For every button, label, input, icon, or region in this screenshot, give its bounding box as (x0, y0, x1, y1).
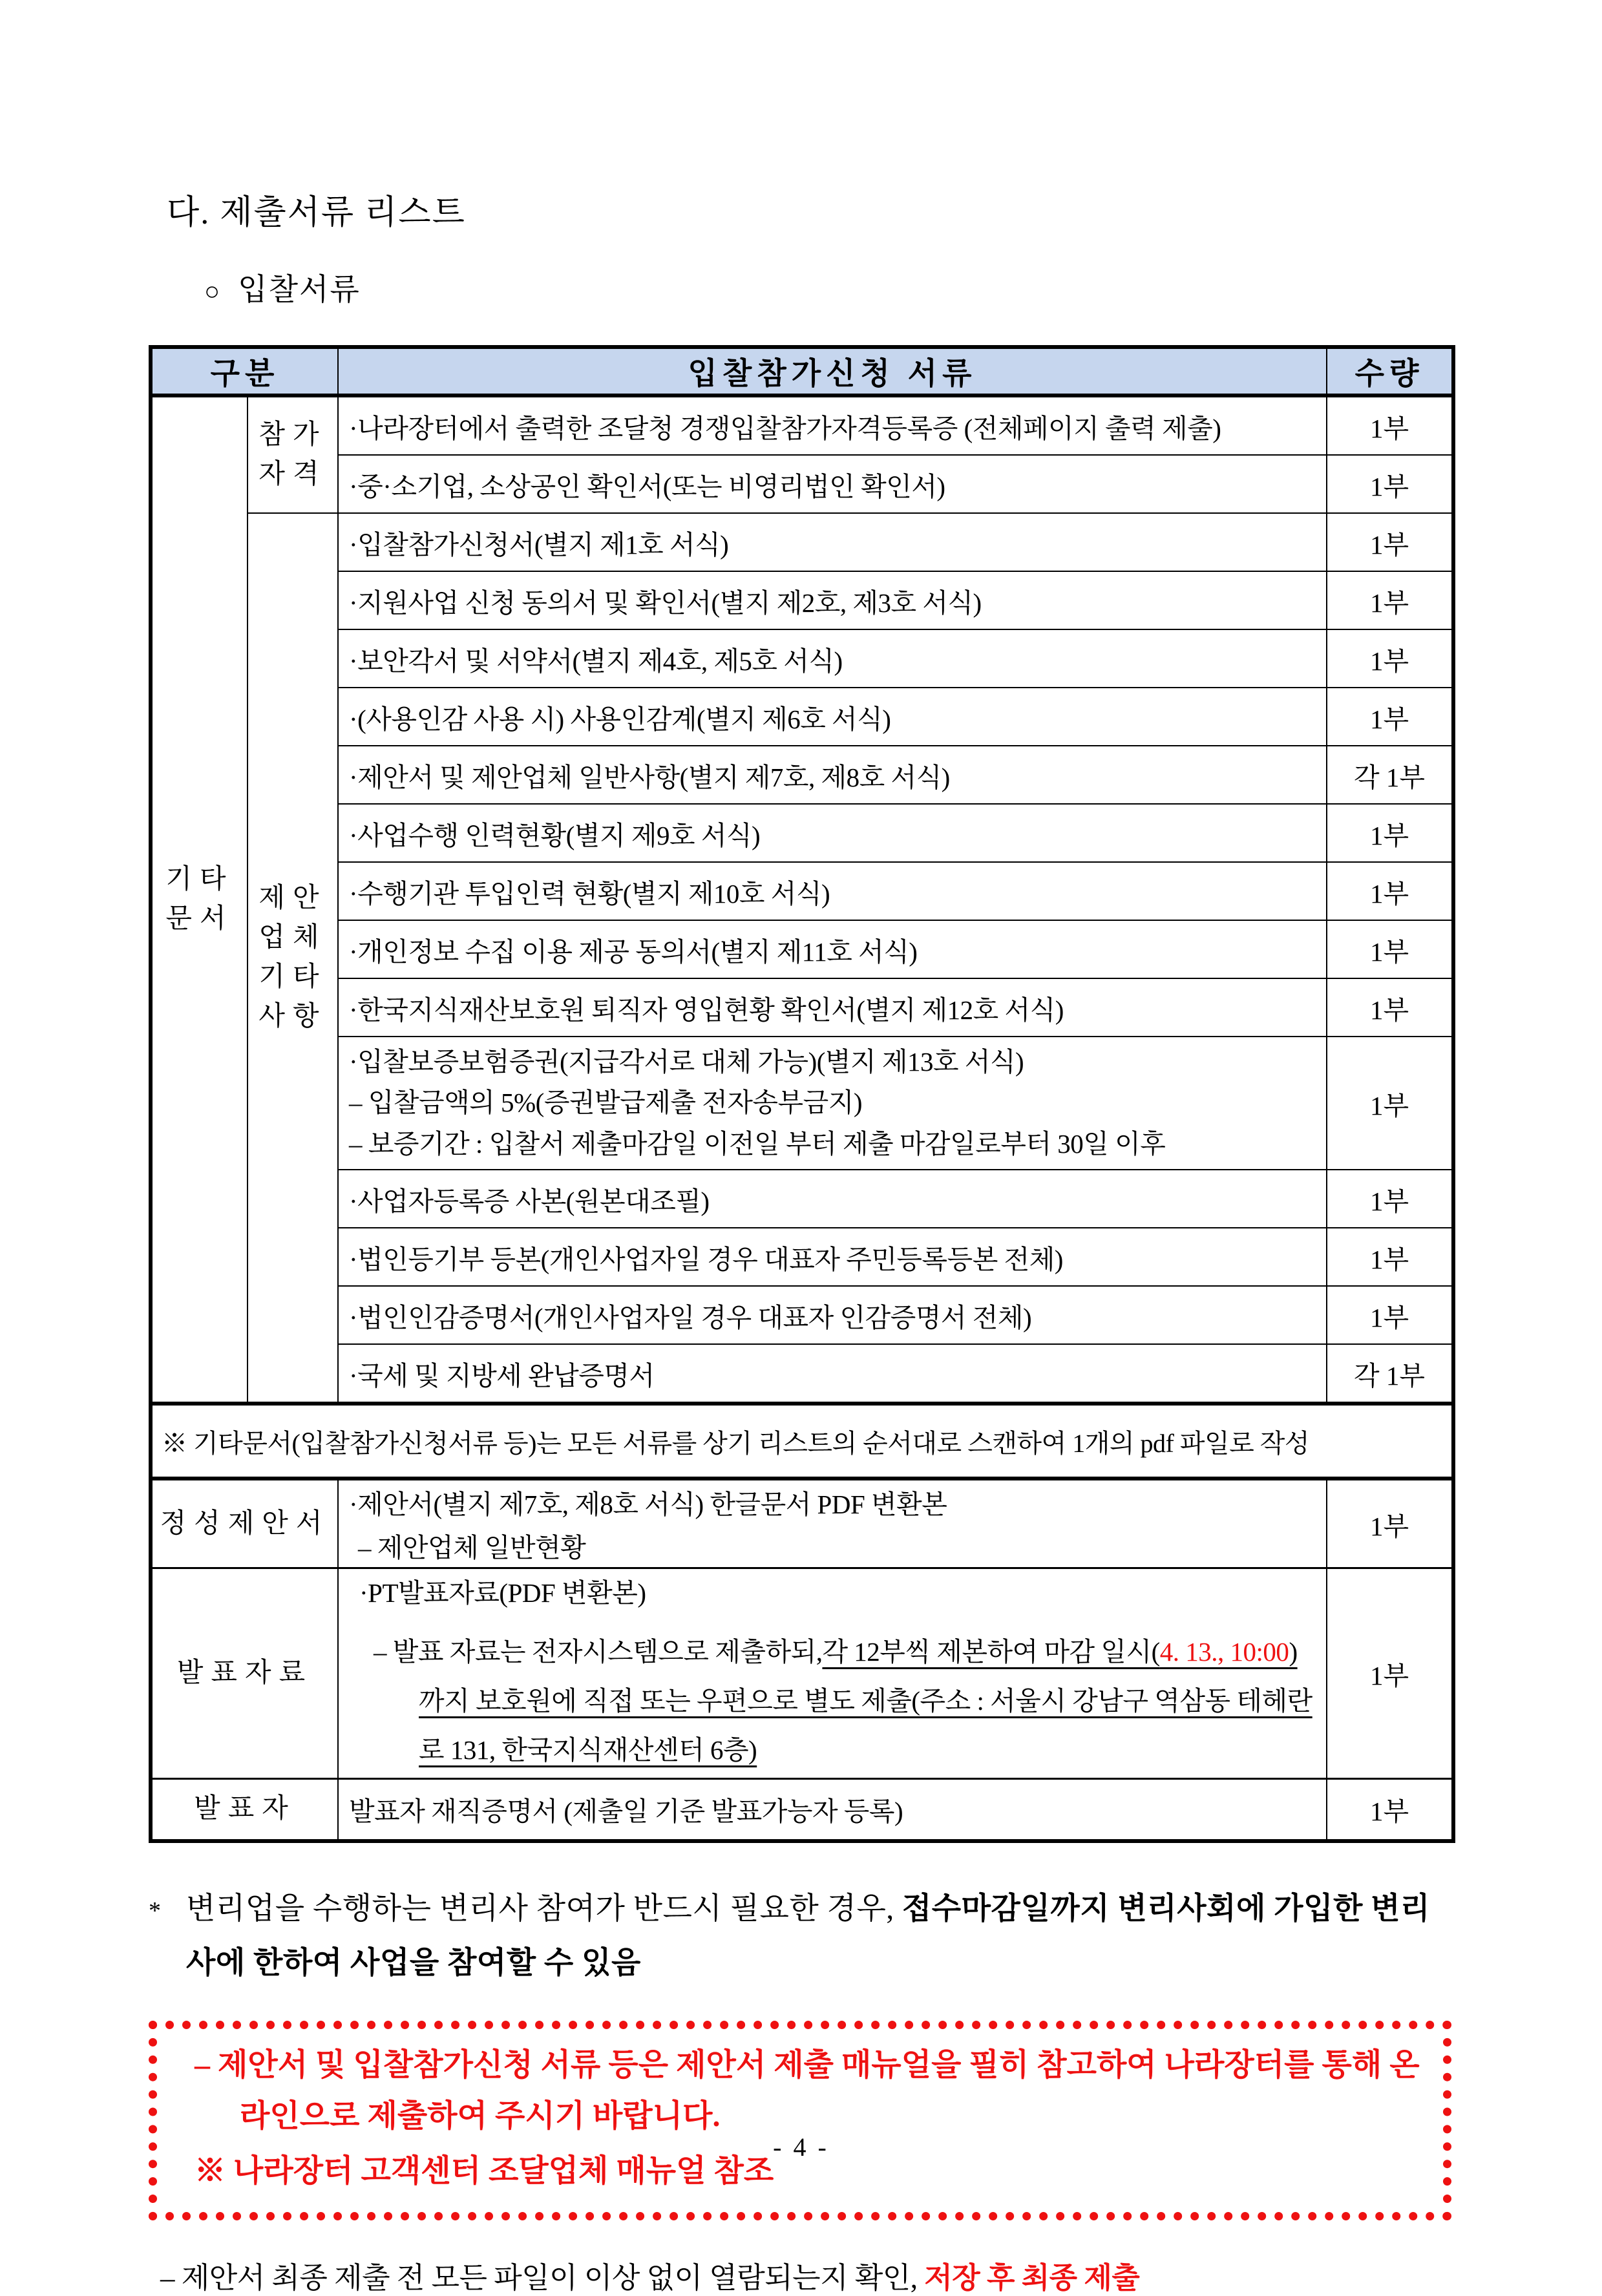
deadline-date-red: 4. 13., 10:00 (1159, 1637, 1289, 1667)
group-label-proposal-etc (248, 513, 338, 1404)
document-name-cell: ·개인정보 수집 이용 제공 동의서(별지 제11호 서식) (338, 920, 1327, 978)
document-name-cell: ·입찰참가신청서(별지 제1호 서식) (338, 513, 1327, 571)
quantity-cell: 1부 (1327, 455, 1453, 513)
table-row (151, 1344, 1453, 1404)
table-row (151, 688, 1453, 746)
final-note-red: 저장 후 최종 제출 (924, 2262, 1140, 2295)
document-name-cell: ·법인인감증명서(개인사업자일 경우 대표자 인감증명서 전체) (338, 1286, 1327, 1344)
circle-bullet-icon: ○ (204, 277, 222, 306)
table-header-row (151, 347, 1453, 395)
quantity-cell: 1부 (1327, 1037, 1453, 1170)
group-label-line: 업체 (258, 923, 327, 953)
document-name-cell: ·법인등기부 등본(개인사업자일 경우 대표자 주민등록등본 전체) (338, 1228, 1327, 1286)
page-title: 다. 제출서류 리스트 (167, 195, 466, 231)
quantity-cell: 1부 (1327, 395, 1453, 455)
document-name-cell: ·보안각서 및 서약서(별지 제4호, 제5호 서식) (338, 629, 1327, 688)
group-label-line: 자격 (258, 459, 327, 489)
bond-main-line: ·입찰보증보험증권(지급각서로 대체 가능)(별지 제13호 서식) (349, 1046, 1024, 1077)
underline-end: )까지 보호원에 직접 또는 우편으로 별도 제출(주소 : 서울시 강남구 역삼동 테헤란로 131, 한국지식재산센터 6층) (419, 1637, 1312, 1765)
document-name-cell: ·한국지식재산보호원 퇴직자 영입현황 확인서(별지 제12호 서식) (338, 978, 1327, 1037)
red-dotted-notice-box (149, 2021, 1451, 2221)
group-label-line: 기타 (258, 962, 327, 992)
table-row (151, 804, 1453, 862)
presentation-line1: ·PT발표자료(PDF 변환본) (359, 1578, 646, 1608)
bond-sub-line: – 입찰금액의 5%(증권발급제출 전자송부금지) (349, 1088, 863, 1118)
header-category: 구분 (151, 347, 338, 395)
row-label-qualitative: 정성제안서 (151, 1479, 338, 1568)
row-label-presentation: 발표자료 (151, 1568, 338, 1779)
group-label-line: 참가 (258, 420, 327, 450)
bond-sub-line: – 보증기간 : 입찰서 제출마감일 이전일 부터 제출 마감일로부터 30일 이후 (349, 1128, 1166, 1159)
table-note-row (151, 1404, 1453, 1479)
group-label-line: 문서 (165, 904, 234, 934)
table-row-qualitative-proposal (151, 1479, 1453, 1568)
asterisk-marker: * (149, 1897, 162, 1924)
presentation-detail (349, 1628, 1316, 1775)
document-name-cell (338, 1037, 1327, 1170)
table-row (151, 1228, 1453, 1286)
dash-marker: – (160, 2262, 174, 2295)
table-row (151, 629, 1453, 688)
table-row (151, 746, 1453, 804)
quantity-cell: 1부 (1327, 513, 1453, 571)
table-row (151, 1170, 1453, 1228)
group-label-participation (248, 395, 338, 513)
document-name-cell: ·사업자등록증 사본(원본대조필) (338, 1170, 1327, 1228)
table-row (151, 1286, 1453, 1344)
presentation-plain-text: 발표 자료는 전자시스템으로 제출하되, (392, 1637, 823, 1667)
table-row-presenter (151, 1778, 1453, 1841)
notice-line2: ※ 나라장터 고객센터 조달업체 매뉴얼 참조 (195, 2154, 774, 2189)
group-label-other-docs (151, 395, 248, 1404)
document-name-cell: 발표자 재직증명서 (제출일 기준 발표가능자 등록) (338, 1778, 1327, 1841)
quantity-cell: 각 1부 (1327, 746, 1453, 804)
note-bold-text: 접수마감일까지 변리사회에 가입한 변리사에 한하여 사업을 참여할 수 있음 (186, 1891, 1430, 1981)
table-row-bid-bond (151, 1037, 1453, 1170)
document-name-cell (338, 1479, 1327, 1568)
group-label-line: 사항 (258, 1001, 327, 1031)
section-subtitle (204, 266, 1451, 309)
document-name-cell: ·사업수행 인력현황(별지 제9호 서식) (338, 804, 1327, 862)
scan-note-cell: ※ 기타문서(입찰참가신청서류 등)는 모든 서류를 상기 리스트의 순서대로 스캔하여 1개의 pdf 파일로 작성 (151, 1404, 1453, 1479)
table-row (151, 571, 1453, 629)
header-quantity: 수량 (1327, 347, 1453, 395)
dash-marker: – (195, 2047, 210, 2082)
table-row-presentation-material (151, 1568, 1453, 1779)
dash-marker: – (374, 1637, 386, 1667)
qualitative-line1: ·제안서(별지 제7호, 제8호 서식) 한글문서 PDF 변환본 (349, 1490, 947, 1519)
table-row (151, 455, 1453, 513)
quantity-cell: 1부 (1327, 804, 1453, 862)
underline-start: 각 12부씩 제본하여 마감 일시( (822, 1637, 1160, 1667)
document-name-cell: ·국세 및 지방세 완납증명서 (338, 1344, 1327, 1404)
page-number: - 4 - (773, 2133, 829, 2162)
note-normal-text: 변리업을 수행하는 변리사 참여가 반드시 필요한 경우, (186, 1891, 902, 1926)
document-name-cell: ·(사용인감 사용 시) 사용인감계(별지 제6호 서식) (338, 688, 1327, 746)
quantity-cell: 1부 (1327, 688, 1453, 746)
patent-attorney-note (149, 1882, 1451, 1991)
quantity-cell: 각 1부 (1327, 1344, 1453, 1404)
document-name-cell: ·나라장터에서 출력한 조달청 경쟁입찰참가자격등록증 (전체페이지 출력 제출) (338, 395, 1327, 455)
quantity-cell: 1부 (1327, 1778, 1453, 1841)
qualitative-line2: – 제안업체 일반현황 (358, 1533, 586, 1563)
row-label-presenter: 발표자 (151, 1778, 338, 1841)
quantity-cell: 1부 (1327, 1170, 1453, 1228)
group-label-line: 기타 (165, 865, 234, 895)
final-check-note (149, 2254, 1451, 2296)
subtitle-label: 입찰서류 (238, 273, 361, 307)
quantity-cell: 1부 (1327, 920, 1453, 978)
quantity-cell: 1부 (1327, 1228, 1453, 1286)
quantity-cell: 1부 (1327, 629, 1453, 688)
quantity-cell: 1부 (1327, 862, 1453, 920)
document-name-cell: ·제안서 및 제안업체 일반사항(별지 제7호, 제8호 서식) (338, 746, 1327, 804)
table-row (151, 395, 1453, 455)
document-name-cell: ·지원사업 신청 동의서 및 확인서(별지 제2호, 제3호 서식) (338, 571, 1327, 629)
header-documents: 입찰참가신청 서류 (338, 347, 1327, 395)
final-note-normal: 제안서 최종 제출 전 모든 파일이 이상 없이 열람되는지 확인, (181, 2262, 925, 2295)
bid-documents-table (149, 345, 1455, 1843)
quantity-cell: 1부 (1327, 1286, 1453, 1344)
quantity-cell: 1부 (1327, 571, 1453, 629)
document-name-cell: ·수행기관 투입인력 현황(별지 제10호 서식) (338, 862, 1327, 920)
notice-line1 (175, 2039, 1425, 2142)
table-row (151, 978, 1453, 1037)
quantity-cell: 1부 (1327, 978, 1453, 1037)
document-name-cell: ·중·소기업, 소상공인 확인서(또는 비영리법인 확인서) (338, 455, 1327, 513)
table-row (151, 513, 1453, 571)
document-name-cell (338, 1568, 1327, 1779)
table-row (151, 862, 1453, 920)
quantity-cell: 1부 (1327, 1479, 1453, 1568)
quantity-cell: 1부 (1327, 1568, 1453, 1779)
document-content (149, 0, 1451, 2296)
table-row (151, 920, 1453, 978)
group-label-line: 제안 (258, 883, 327, 914)
notice-line1-text: 제안서 및 입찰참가신청 서류 등은 제안서 제출 매뉴얼을 필히 참고하여 나라장터를 통해 온라인으로 제출하여 주시기 바랍니다. (218, 2047, 1420, 2133)
